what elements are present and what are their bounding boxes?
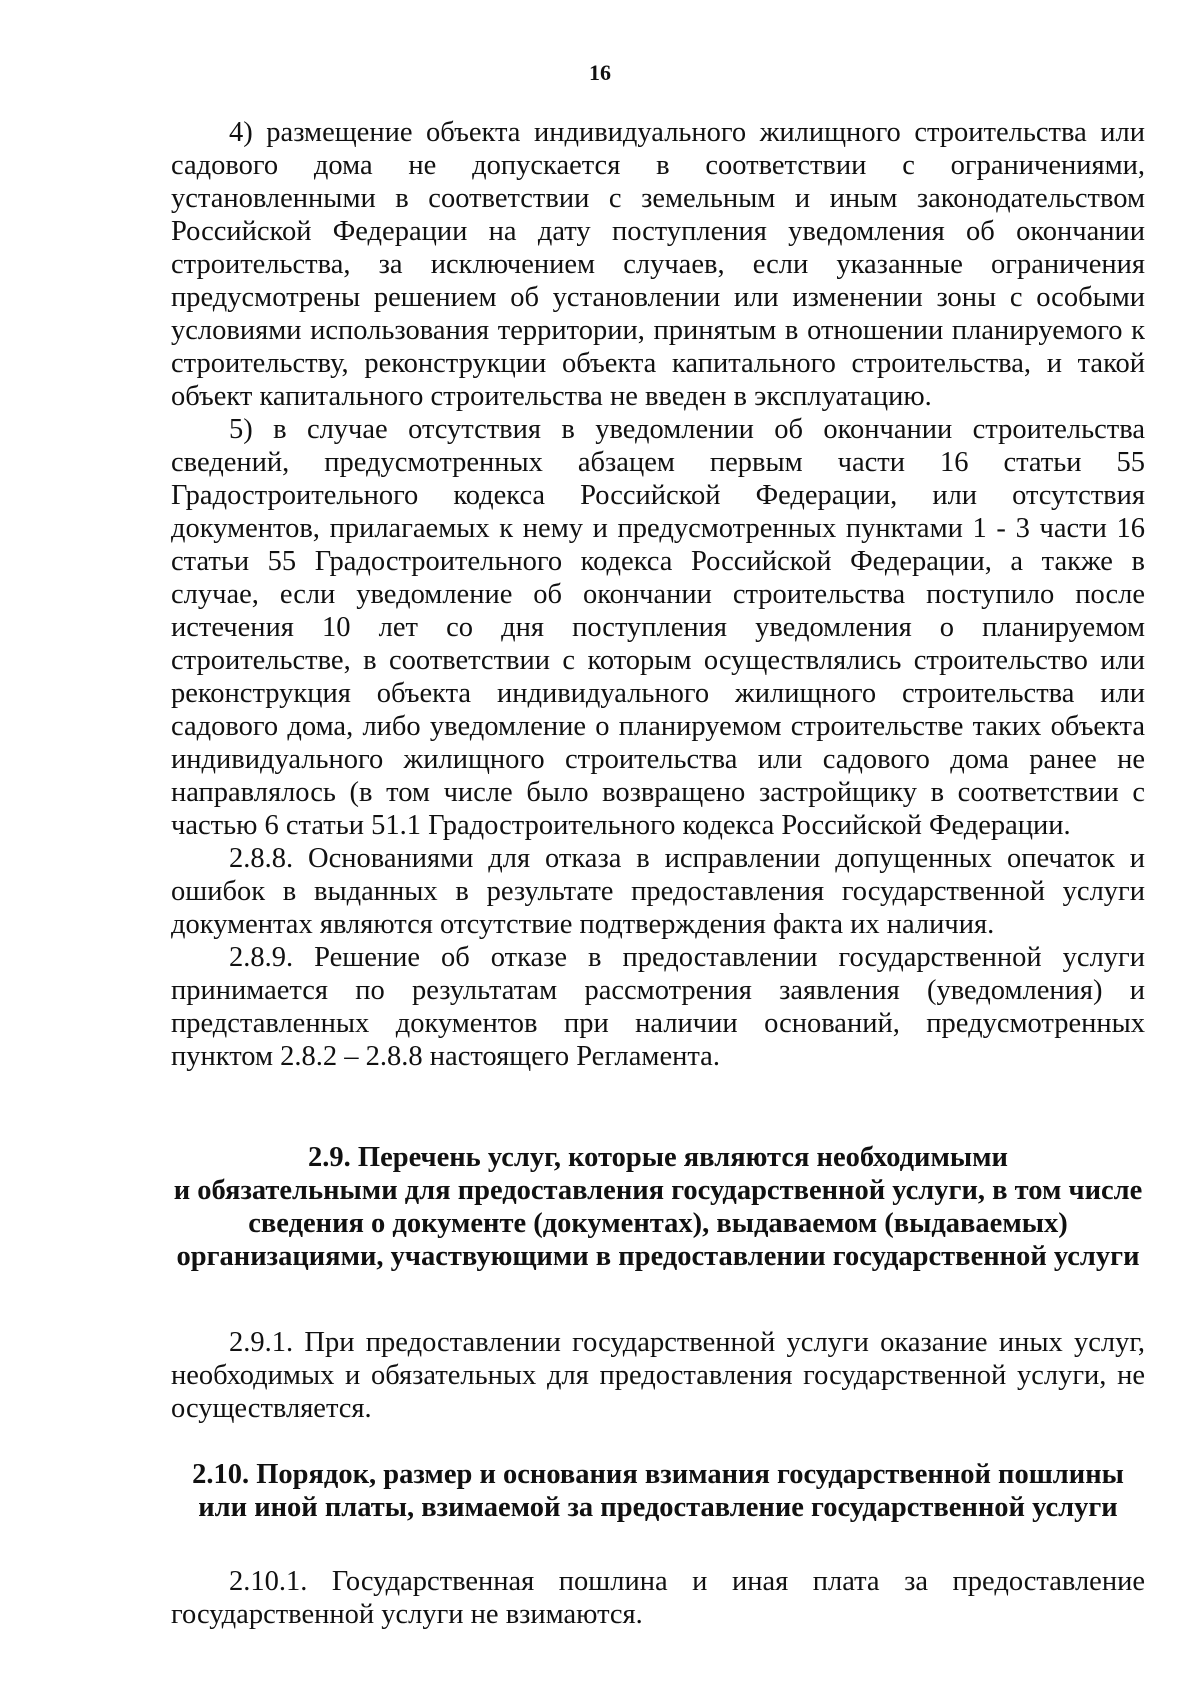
- heading-line: организациями, участвующими в предоставлении государственной услуги: [176, 1241, 1140, 1272]
- heading-line: 2.9. Перечень услуг, которые являются необходимыми: [308, 1142, 1008, 1173]
- page-number: 16: [589, 60, 611, 85]
- paragraph-2-9-1: 2.9.1. При предоставлении государственной услуги оказание иных услуг, необходимых и обязательных для предоставления государственной услуги, не осуществляется.: [171, 1327, 1145, 1424]
- paragraph-2-10-1: 2.10.1. Государственная пошлина и иная плата за предоставление государственной услуги не взимаются.: [171, 1566, 1145, 1630]
- heading-line: или иной платы, взимаемой за предоставление государственной услуги: [198, 1492, 1118, 1523]
- document-body: [171, 116, 1145, 1631]
- heading-line: и обязательными для предоставления государственной услуги, в том числе: [173, 1175, 1143, 1206]
- heading-line: 2.10. Порядок, размер и основания взимания государственной пошлины: [192, 1459, 1124, 1490]
- section-heading-2-9: [171, 1141, 1145, 1273]
- paragraph-2-8-9: 2.8.9. Решение об отказе в предоставлении государственной услуги принимается по результатам рассмотрения заявления (уведомления) и представленных документов при наличии оснований, предусмотренных пунктом 2.8.2 – 2.8.8 настоящего Регламента.: [171, 942, 1145, 1072]
- paragraph-2-8-8: 2.8.8. Основаниями для отказа в исправлении допущенных опечаток и ошибок в выданных в результате предоставления государственной услуги документах являются отсутствие подтверждения факта их наличия.: [171, 843, 1145, 940]
- paragraph-item-4: 4) размещение объекта индивидуального жилищного строительства или садового дома не допускается в соответствии с ограничениями, установленными в соответствии с земельным и иным законодательством Российской Федерации на дату поступления уведомления об окончании строительства, за исключением случаев, если указанные ограничения предусмотрены решением об установлении или изменении зоны с особыми условиями использования территории, принятым в отношении планируемого к строительству, реконструкции объекта капитального строительства, и такой объект капитального строительства не введен в эксплуатацию.: [171, 117, 1145, 412]
- heading-line: сведения о документе (документах), выдаваемом (выдаваемых): [248, 1208, 1068, 1239]
- section-heading-2-10: [171, 1458, 1145, 1524]
- paragraph-item-5: 5) в случае отсутствия в уведомлении об окончании строительства сведений, предусмотренных абзацем первым части 16 статьи 55 Градостроительного кодекса Российской Федерации, или отсутствия документов, прилагаемых к нему и предусмотренных пунктами 1 - 3 части 16 статьи 55 Градостроительного кодекса Российской Федерации, а также в случае, если уведомление об окончании строительства поступило после истечения 10 лет со дня поступления уведомления о планируемом строительстве, в соответствии с которым осуществлялись строительство или реконструкция объекта индивидуального жилищного строительства или садового дома, либо уведомление о планируемом строительстве таких объекта индивидуального жилищного строительства или садового дома ранее не направлялось (в том числе было возвращено застройщику в соответствии с частью 6 статьи 51.1 Градостроительного кодекса Российской Федерации.: [171, 414, 1145, 841]
